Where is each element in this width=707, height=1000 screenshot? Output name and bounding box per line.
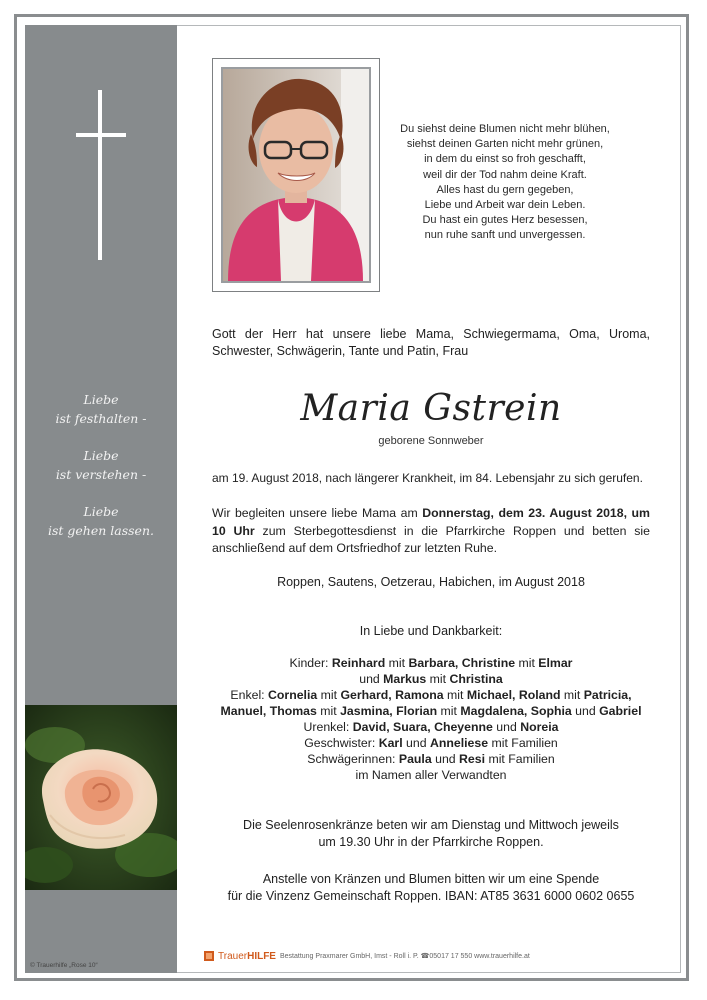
family-text: mit xyxy=(317,688,341,702)
family-text: mit xyxy=(426,672,450,686)
family-name: Christina xyxy=(449,672,503,686)
poem: Du siehst deine Blumen nicht mehr blühen, siehst deinen Garten nicht mehr grünen, in dem du einst so froh geschafft, weil dir der Tod nahm deine Kraft. Alles hast du gern gegeben, Liebe und Arbeit war dein Leben. Du hast ein gutes Herz besessen, nun ruhe sanft und unvergessen. xyxy=(400,123,610,242)
family-name: Markus xyxy=(383,672,427,686)
family-text: mit xyxy=(316,704,341,718)
family-text: Geschwister: xyxy=(304,736,379,750)
donation-info: Anstelle von Kränzen und Blumen bitten wir um eine Spende für die Vinzenz Gemeinschaft Roppen. IBAN: AT85 3631 6000 0602 0655 xyxy=(227,872,635,903)
rosary-info: Die Seelenrosenkränze beten wir am Dienstag und Mittwoch jeweils um 19.30 Uhr in der Pfarrkirche Roppen. xyxy=(243,818,619,849)
family-name: Barbara, Christine xyxy=(408,656,516,670)
family-name: Paula xyxy=(398,752,432,766)
family-name: Jasmina, Florian xyxy=(340,704,438,718)
family-text: mit xyxy=(560,688,584,702)
family-text: mit xyxy=(443,688,467,702)
place-date: Roppen, Sautens, Oetzerau, Habichen, im August 2018 xyxy=(277,575,585,589)
family-text: und xyxy=(402,736,430,750)
family-name: Karl xyxy=(378,736,403,750)
family-name: Gerhard, Ramona xyxy=(340,688,444,702)
cross-icon-bar xyxy=(76,133,126,137)
family-line xyxy=(200,703,662,719)
family-name: Elmar xyxy=(538,656,573,670)
family-text: mit Familien xyxy=(485,752,555,766)
family-line xyxy=(200,751,662,767)
family-line xyxy=(200,655,662,671)
footer-brand: TrauerHILFE xyxy=(218,950,276,962)
family-name: Reinhard xyxy=(331,656,386,670)
family-name: Manuel, Thomas xyxy=(220,704,317,718)
family-text: Urenkel: xyxy=(303,720,353,734)
family-line xyxy=(200,671,662,687)
funeral-info: Wir begleiten unsere liebe Mama am Donnerstag, dem 23. August 2018, um 10 Uhr zum Sterbegottesdienst in die Pfarrkirche Roppen und betten sie anschließend auf dem Ortsfriedhof zur letzten Ruhe. xyxy=(212,506,650,555)
footer-text: Bestattung Praxmarer GmbH, Imst - Roll i. P. ☎05017 17 550 www.trauerhilfe.at xyxy=(279,953,530,960)
family-text: und xyxy=(571,704,600,718)
family-text: und xyxy=(359,672,384,686)
cross-icon xyxy=(98,90,102,260)
family-text: und xyxy=(431,752,460,766)
family-line xyxy=(200,735,662,751)
portrait-photo xyxy=(221,67,371,283)
portrait-frame xyxy=(212,58,380,292)
family-name: Michael, Roland xyxy=(466,688,561,702)
family-name: Gabriel xyxy=(599,704,642,718)
family-name: David, Suara, Cheyenne xyxy=(352,720,493,734)
family-line xyxy=(200,687,662,703)
trauerhilfe-logo-icon xyxy=(204,951,214,961)
family-name: Patricia, xyxy=(583,688,632,702)
family-list xyxy=(200,655,662,783)
copyright: © Trauerhilfe „Rose 10“ xyxy=(30,962,98,969)
rose-image xyxy=(25,705,177,890)
family-text: mit xyxy=(437,704,461,718)
family-text: und xyxy=(492,720,521,734)
death-notice: am 19. August 2018, nach längerer Krankheit, im 84. Lebensjahr zu sich gerufen. xyxy=(212,471,643,485)
family-text: Enkel: xyxy=(230,688,269,702)
family-line xyxy=(200,767,662,783)
footer xyxy=(204,949,530,963)
family-text: Schwägerinnen: xyxy=(307,752,399,766)
family-text: im Namen aller Verwandten xyxy=(355,768,507,782)
sidebar-quote: Liebe ist festhalten - Liebe ist verstehen - Liebe ist gehen lassen. xyxy=(48,392,154,538)
thanks-heading: In Liebe und Dankbarkeit: xyxy=(359,624,503,638)
family-text: Kinder: xyxy=(289,656,332,670)
family-name: Magdalena, Sophia xyxy=(460,704,572,718)
maiden-name: geborene Sonnweber xyxy=(378,435,484,447)
deceased-name: Maria Gstrein xyxy=(300,388,562,429)
intro-text: Gott der Herr hat unsere liebe Mama, Schwiegermama, Oma, Uroma, Schwester, Schwägerin, Tante und Patin, Frau xyxy=(212,327,650,358)
family-line xyxy=(200,719,662,735)
family-text: mit xyxy=(515,656,539,670)
family-text: mit Familien xyxy=(488,736,558,750)
family-name: Anneliese xyxy=(429,736,489,750)
family-name: Noreia xyxy=(520,720,559,734)
family-name: Cornelia xyxy=(268,688,318,702)
family-name: Resi xyxy=(459,752,486,766)
family-text: mit xyxy=(385,656,409,670)
